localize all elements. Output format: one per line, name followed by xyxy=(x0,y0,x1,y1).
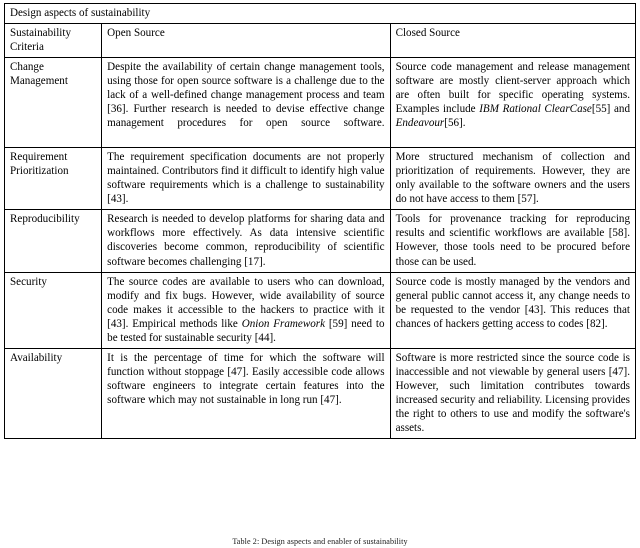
cell-text: More structured mechanism of collection and prioritization of requirements. However, they are only available to the software owners and the users do not have access to them [57]. xyxy=(395,151,630,206)
row-criteria-requirement-prioritization: Requirement Prioritization xyxy=(5,148,102,210)
cell-closed-source-change-management xyxy=(390,58,635,148)
cell-text: Source code is mostly managed by the vendors and general public cannot access it, any change needs to be requested to the vendor [43]. This reduces that chances of hackers getting access to codes [82]. xyxy=(395,275,630,330)
column-header-criteria: Sustainability Criteria xyxy=(5,24,102,58)
column-header-open-source: Open Source xyxy=(102,24,390,58)
product-name-endeavour: Endeavour xyxy=(395,117,445,130)
cell-text: Research is needed to develop platforms for sharing data and workflows more effectively. As data intensive scientific discoveries become common, reproducibility of scientific software becomes challenging [17]. xyxy=(107,213,385,268)
cell-open-source-change-management xyxy=(102,58,390,148)
cell-open-source-requirement-prioritization xyxy=(102,148,390,210)
cell-text: Software is more restricted since the source code is inaccessible and not viewable by general users [47]. However, such limitation contributes towards increased security and reliability. Licensing provides the right to others to use and modify the software's assets. xyxy=(395,351,630,434)
cell-text xyxy=(107,275,384,345)
cell-open-source-security xyxy=(102,272,390,348)
row-criteria-reproducibility: Reproducibility xyxy=(5,210,102,272)
row-criteria-availability: Availability xyxy=(5,348,102,438)
cell-text xyxy=(396,60,630,130)
row-criteria-change-management: Change Management xyxy=(5,58,102,148)
cell-closed-source-requirement-prioritization xyxy=(390,148,635,210)
table-figure-page xyxy=(0,3,640,548)
table-row xyxy=(5,272,636,348)
table-row xyxy=(5,210,636,272)
row-criteria-security: Security xyxy=(5,272,102,348)
cell-closed-source-security xyxy=(390,272,635,348)
cell-open-source-reproducibility xyxy=(102,210,390,272)
text-segment: [56]. xyxy=(444,117,466,130)
table-row xyxy=(5,58,636,148)
column-header-closed-source: Closed Source xyxy=(390,24,635,58)
text-segment: Source code management and release management software are mostly client-server approach which are often built for specific operating systems. Examples include xyxy=(395,61,630,116)
cell-text: Despite the availability of certain change management tools, using those for open source software is a challenge due to the lack of a well-defined change management process and team [36]. Further research is needed to devise effective change management procedures for open source software. xyxy=(107,61,385,130)
cell-text: Tools for provenance tracking for reproducing results and scientific workflows are available [58]. However, those tools need to be procured before those can be used. xyxy=(395,213,630,268)
cell-open-source-availability xyxy=(102,348,390,438)
text-segment: The source codes are available to users who can download, modify and fix bugs. However, wide availability of source code makes it accessible to the hackers to practice with it [43]. Empirical methods like xyxy=(107,275,385,330)
product-name-ibm-rational-clearcase: IBM Rational ClearCase xyxy=(479,103,592,116)
method-name-onion-framework: Onion Framework xyxy=(241,317,326,330)
table-title: Design aspects of sustainability xyxy=(5,4,636,24)
text-segment: [55] and xyxy=(591,103,630,116)
cell-closed-source-reproducibility xyxy=(390,210,635,272)
cell-closed-source-availability xyxy=(390,348,635,438)
table-caption: Table 2: Design aspects and enabler of sustainability xyxy=(232,537,408,546)
table-row xyxy=(5,148,636,210)
cell-text: It is the percentage of time for which the software will function without stoppage [47]. Easily accessible code allows software engineers to integrate certain features into the software which may not sustainable in long run [47]. xyxy=(107,351,385,406)
sustainability-table xyxy=(4,3,636,439)
text-segment: [59] need to be tested for sustainable security [44]. xyxy=(107,317,385,344)
table-row xyxy=(5,348,636,438)
table-header-row xyxy=(5,24,636,58)
table-title-row xyxy=(5,4,636,24)
cell-text: The requirement specification documents are not properly maintained. Contributors find it difficult to identify high value software requirements which is a challenge to sustainability [43]. xyxy=(107,151,385,206)
